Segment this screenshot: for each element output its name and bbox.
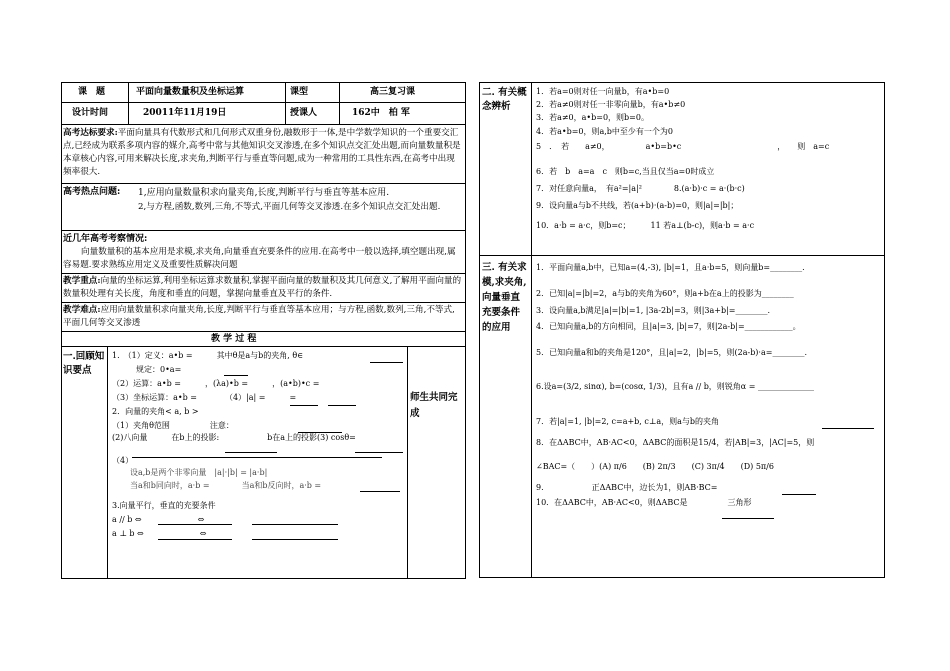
key-points-bottom-line xyxy=(61,302,466,303)
answer-blank-perpendicular-2[interactable] xyxy=(252,529,338,540)
course-title: 平面向量数量积及坐标运算 xyxy=(136,87,245,97)
concept-item-6: 6．若 b a=a c 则b=c,当且仅当a=0时成立 xyxy=(536,167,715,176)
hot-points-title: 高考热点问题: xyxy=(63,187,121,197)
type-value: 高三复习课 xyxy=(370,87,416,97)
section1-title: 一.回顾知识要点 xyxy=(63,351,105,376)
answer-blank-modulus-1[interactable] xyxy=(290,395,318,406)
requirements-block xyxy=(63,127,463,179)
key-points-block xyxy=(63,275,463,301)
answer-blank-triangle-type[interactable] xyxy=(722,508,774,519)
application-item-9: ∠BAC=（ ）(A) π/6 (B) 2π/3 (C) 3π/4 (D) 5π/6 xyxy=(536,462,774,471)
concept-item-9: 10．a·b = a·c，则b=c； 11 若a⊥(b-c)，则a·b = a·c xyxy=(536,221,755,230)
answer-blank-theta[interactable] xyxy=(370,352,403,363)
application-item-2: 2．已知|a|=|b|=2，a与b的夹角为60°，则a+b在a上的投影为________ xyxy=(536,289,794,298)
difficulties-block xyxy=(63,304,463,330)
application-item-1: 1．平面向量a,b中，已知a=(4,-3), |b|=1，且a·b=5，则向量b=________. xyxy=(536,263,805,272)
process-item-10: 当a和b同向时，a·b = 当a和b反向时，a·b = xyxy=(130,481,322,490)
process-col-right xyxy=(407,346,408,579)
hot-points-line2: 2,与方程,函数,数列,三角,不等式,平面几何等交叉渗透.在多个知识点交汇处出题. xyxy=(138,202,441,212)
header-col-3 xyxy=(339,82,340,124)
course-label: 课 题 xyxy=(78,87,106,97)
application-item-5: 5．已知向量a和b的夹角是120°，且|a|=2，|b|=5，则(2a-b)·a=________. xyxy=(536,348,807,357)
concept-item-5: 5 ． 若 a≠0， a•b=b•c ， 则 a=c xyxy=(536,142,830,151)
process-item-3: （2）运算：a•b = ，(λa)•b = ，(a•b)•c = xyxy=(112,379,320,388)
header-col-2 xyxy=(285,82,286,124)
process-item-12: a // b ⇔ ⇔ xyxy=(112,515,205,524)
requirements-text: 平面向量具有代数形式和几何形式双重身份,融数形于一体,是中学数学知识的一个重要交汇点,已经成为联系多项内容的媒介,高考中常与其他知识交叉渗透,在多个知识点交汇处出题,而向量数量积是本章核心内容,可用来解决长度,求夹角,判断平行与垂直等问题,成为一种常用的工具性东西,在高考中出现频率很大. xyxy=(63,128,461,177)
date-label: 设计时间 xyxy=(72,108,109,118)
teacher-note: 师生共同完成 xyxy=(410,392,458,419)
process-item-2: 规定：0•a= xyxy=(112,365,182,374)
teacher-label: 授课人 xyxy=(290,108,318,118)
concept-item-8: 9．设向量a与b不共线，若(a+b)·(a-b)=0，则|a|=|b|； xyxy=(536,201,739,210)
process-item-6: （1）夹角θ范围 注意： xyxy=(112,421,234,430)
process-item-4: （3）坐标运算：a•b = （4）|a| = = xyxy=(112,393,297,402)
difficulties-bottom-line xyxy=(61,331,466,332)
header-col-1 xyxy=(128,82,129,124)
type-label: 课型 xyxy=(290,87,309,97)
application-item-3: 3．设向量a,b满足|a|=|b|=1, |3a-2b|=3，则|3a+b|=________. xyxy=(536,306,771,315)
header-bottom-line xyxy=(61,124,466,125)
application-item-7: 7．若|a|=1, |b|=2, c=a+b, c⊥a，则a与b的夹角 xyxy=(536,417,720,426)
key-points-text: 向量的坐标运算,利用坐标运算求数量积,掌握平面向量的数量积及其几何意义,了解用平面向量的数量积处理有关长度，角度和垂直的问题，掌握向量垂直及平行的条件. xyxy=(63,276,462,299)
answer-blank-modulus-2[interactable] xyxy=(328,395,356,406)
concept-item-2: 2．若a≠0则对任一非零向量b，有a•b≠0 xyxy=(536,100,686,109)
process-item-8: （4） xyxy=(112,456,134,465)
difficulties-title: 教学难点: xyxy=(63,305,101,315)
teacher-value: 162中 柏 军 xyxy=(352,108,410,118)
process-item-9: 设a,b是两个非零向量 |a|·|b| = |a·b| xyxy=(130,468,268,477)
exam-status-bottom-line xyxy=(61,273,466,274)
application-item-8: 8．在ΔABC中，AB·AC<0，ΔABC的面积是15/4，若|AB|=3，|AC|=5，则 xyxy=(536,438,815,447)
difficulties-text: 应用向量数量积求向量夹角,长度,判断平行与垂直等基本应用；与方程,函数,数列,三角,不等式,平面几何等交叉渗透 xyxy=(63,305,455,328)
section2-title: 二. 有关概念辨析 xyxy=(482,87,527,112)
right-label-column xyxy=(531,82,532,578)
process-item-11: 3.向量平行，垂直的充要条件 xyxy=(112,501,216,510)
answer-blank-opposite[interactable] xyxy=(360,481,400,492)
header-row-divider xyxy=(61,102,466,103)
process-item-5: 2．向量的夹角< a, b > xyxy=(112,407,199,416)
answer-blank-parallel-2[interactable] xyxy=(252,514,338,525)
right-section-divider xyxy=(479,255,885,256)
requirements-title: 高考达标要求: xyxy=(63,128,118,138)
answer-blank-triangle-dot[interactable] xyxy=(782,484,816,495)
exam-status-text: 向量数量积的基本应用是求模,求夹角,向量垂直充要条件的应用.在高考中一般以选择,填空题出现,属容易题.要求熟练应用定义及重要性质解决问题 xyxy=(63,247,456,270)
answer-blank-parallel-1[interactable] xyxy=(158,514,232,525)
concept-item-7: 7．对任意向量a， 有a²=|a|² 8.(a·b)·c = a·(b·c) xyxy=(536,184,745,193)
process-title: 教 学 过 程 xyxy=(211,334,257,344)
application-item-10: 9. 正ΔABC中，边长为1，则AB·BC= xyxy=(536,483,718,492)
application-item-6: 6.设a=(3/2, sinα), b=(cosα, 1/3)，且有a // b，则锐角α = ______________ xyxy=(536,382,815,391)
application-item-4: 4．已知向量a,b的方向相同，且|a|=3, |b|=7，则|2a-b|=____________。 xyxy=(536,322,801,331)
process-item-13: a ⊥ b ⇔ ⇔ xyxy=(112,529,207,538)
concept-item-3: 3．若a≠0，a•b=0，则b=0。 xyxy=(536,113,649,122)
answer-blank-zero[interactable] xyxy=(224,365,248,376)
process-item-7: (2)八向量 在b上的投影: b在a上的投影(3) cosθ= xyxy=(112,433,356,442)
answer-blank-angle[interactable] xyxy=(822,418,874,429)
concept-item-1: 1．若a=0则对任一向量b，有a•b=0 xyxy=(536,87,670,96)
answer-blank-perpendicular-1[interactable] xyxy=(158,529,232,540)
hot-points-line1: 1,应用向量数量积求向量夹角,长度,判断平行与垂直等基本应用. xyxy=(138,188,390,198)
process-col-left xyxy=(107,346,108,579)
concept-item-4: 4．若a•b=0，则a,b中至少有一个为0 xyxy=(536,127,674,136)
date-value: 20011年11月19日 xyxy=(143,108,227,118)
exam-status-title: 近几年高考考察情况: xyxy=(63,234,148,244)
process-title-bottom-line xyxy=(61,346,466,347)
answer-blank-four[interactable] xyxy=(132,447,382,458)
key-points-title: 教学重点: xyxy=(63,276,101,286)
requirements-bottom-line xyxy=(61,183,466,184)
application-item-11: 10．在ΔABC中，AB·AC<0，则ΔABC是 三角形 xyxy=(536,498,752,507)
hot-points-bottom-line xyxy=(61,230,466,231)
process-item-1: 1. （1）定义：a•b = 其中θ是a与b的夹角, θ∈ xyxy=(112,351,304,360)
section3-title: 三. 有关求模,求夹角,向量垂直充要条件的应用 xyxy=(482,262,527,333)
